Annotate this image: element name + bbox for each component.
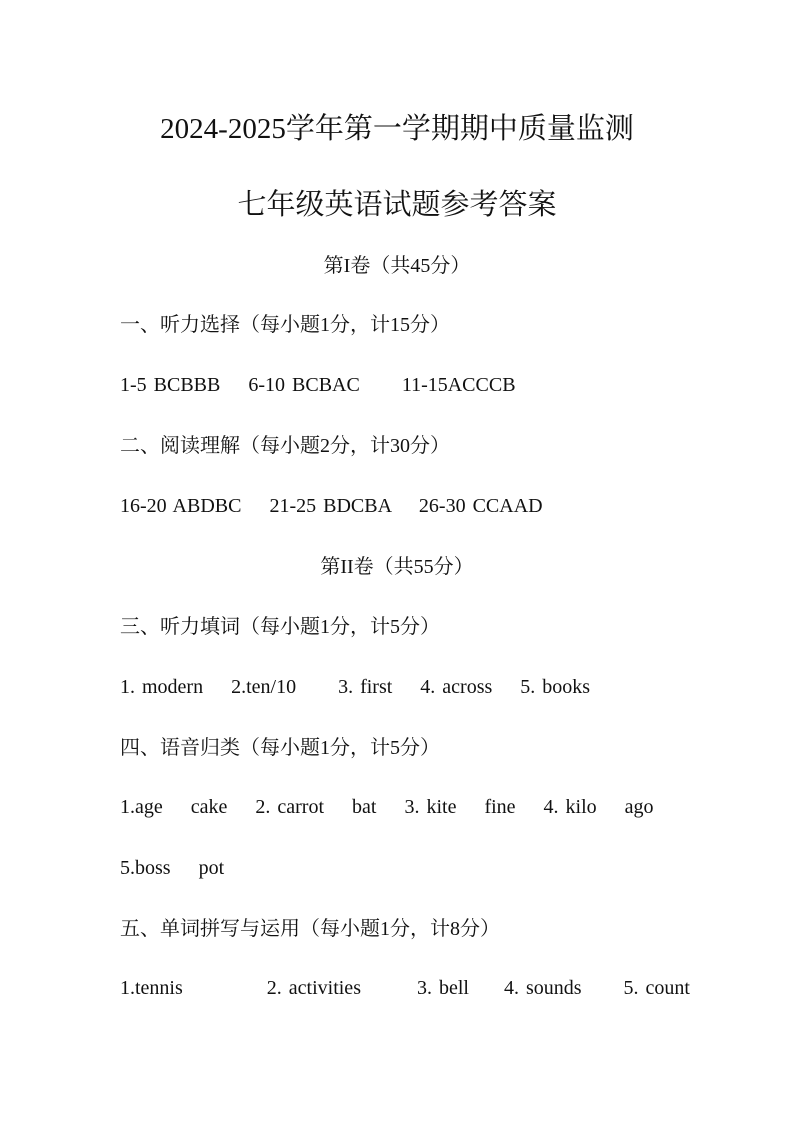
- section-listening-choice-heading: 一、听力选择（每小题1分，计15分）: [120, 314, 450, 336]
- section-phonetics-answers-continued: 5.boss pot: [120, 857, 225, 879]
- section-reading-heading: 二、阅读理解（每小题2分，计30分）: [120, 435, 450, 457]
- section-listening-fill-answers: 1. modern 2.ten/10 3. first 4. across 5. books: [120, 676, 591, 698]
- document-title: 2024-2025学年第一学期期中质量监测: [160, 113, 634, 145]
- section-listening-choice-answers: 1-5 BCBBB 6-10 BCBAC 11-15ACCCB: [120, 374, 516, 396]
- section-phonetics-answers: 1.age cake 2. carrot bat 3. kite fine 4. kilo ago: [120, 796, 654, 818]
- document-subtitle: 七年级英语试题参考答案: [237, 189, 557, 221]
- section-spelling-heading: 五、单词拼写与运用（每小题1分，计8分）: [120, 918, 500, 940]
- section-reading-answers: 16-20 ABDBC 21-25 BDCBA 26-30 CCAAD: [120, 495, 543, 517]
- section-phonetics-heading: 四、语音归类（每小题1分，计5分）: [120, 737, 440, 759]
- part-2-heading: 第II卷（共55分）: [320, 556, 474, 578]
- part-1-heading: 第I卷（共45分）: [323, 255, 471, 277]
- section-listening-fill-heading: 三、听力填词（每小题1分，计5分）: [120, 616, 440, 638]
- section-spelling-answers: 1.tennis 2. activities 3. bell 4. sounds 5. count: [120, 977, 690, 999]
